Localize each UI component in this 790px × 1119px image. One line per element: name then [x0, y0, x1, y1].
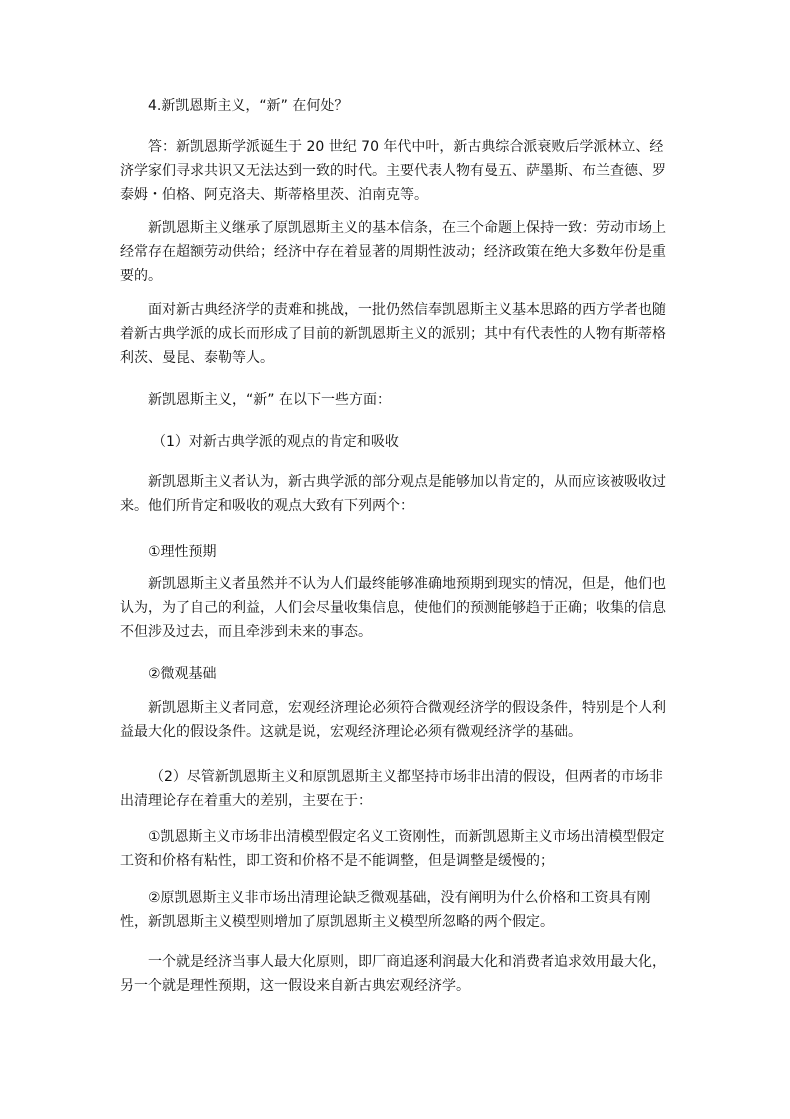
point-1-heading: （1）对新古典学派的观点的肯定和吸收: [152, 434, 399, 450]
inheritance-paragraph: 新凯恩斯主义继承了原凯恩斯主义的基本信条，在三个命题上保持一致：劳动市场上经常存在超额劳动供给；经济中存在着显著的周期性波动；经济政策在绝大多数年份是重要的。: [120, 220, 666, 284]
answer-intro-paragraph: 答：新凯恩斯学派诞生于 20 世纪 70 年代中叶，新古典综合派衰败后学派林立、经济学家们寻求共识又无法达到一致的时代。主要代表人物有曼五、萨墨斯、布兰查德、罗泰姆・伯格、阿克洛夫、斯蒂格里茨、泊南克等。: [120, 139, 666, 203]
rational-expectations-title: ①理性预期: [148, 544, 217, 560]
challenge-paragraph: 面对新古典经济学的责难和挑战，一批仍然信奉凯恩斯主义基本思路的西方学者也随着新古典学派的成长而形成了目前的新凯恩斯主义的派别；其中有代表性的人物有斯蒂格利茨、曼昆、泰勒等人。: [120, 302, 666, 366]
difference-2-paragraph: ②原凯恩斯主义非市场出清理论缺乏微观基础，没有阐明为什么价格和工资具有刚性，新凯恩斯主义模型则增加了原凯恩斯主义模型所忽略的两个假定。: [120, 890, 651, 930]
two-assumptions-paragraph: 一个就是经济当事人最大化原则，即厂商追逐利润最大化和消费者追求效用最大化，另一个就是理性预期，这一假设来自新古典宏观经济学。: [120, 954, 666, 994]
rational-expectations-body: 新凯恩斯主义者虽然并不认为人们最终能够准确地预期到现实的情况，但是，他们也认为，为了自己的利益，人们会尽量收集信息，使他们的预测能够趋于正确；收集的信息不但涉及过去，而且牵涉到未来的事态。: [120, 576, 666, 640]
micro-foundation-title: ②微观基础: [148, 666, 217, 682]
micro-foundation-body: 新凯恩斯主义者同意，宏观经济理论必须符合微观经济学的假设条件，特别是个人利益最大化的假设条件。这就是说，宏观经济理论必须有微观经济学的基础。: [120, 700, 666, 740]
new-aspects-intro: 新凯恩斯主义，“新” 在以下一些方面：: [148, 392, 391, 408]
point-2-paragraph: （2）尽管新凯恩斯主义和原凯恩斯主义都坚持市场非出清的假设，但两者的市场非出清理论存在着重大的差别，主要在于：: [120, 769, 663, 809]
difference-1-paragraph: ①凯恩斯主义市场非出清模型假定名义工资刚性，而新凯恩斯主义市场出清模型假定工资和价格有粘性，即工资和价格不是不能调整，但是调整是缓慢的；: [120, 829, 665, 869]
question-heading: 4.新凯恩斯主义，“新” 在何处？: [148, 98, 349, 114]
point-1-body: 新凯恩斯主义者认为，新古典学派的部分观点是能够加以肯定的，从而应该被吸收过来。他们所肯定和吸收的观点大致有下列两个：: [120, 474, 666, 514]
